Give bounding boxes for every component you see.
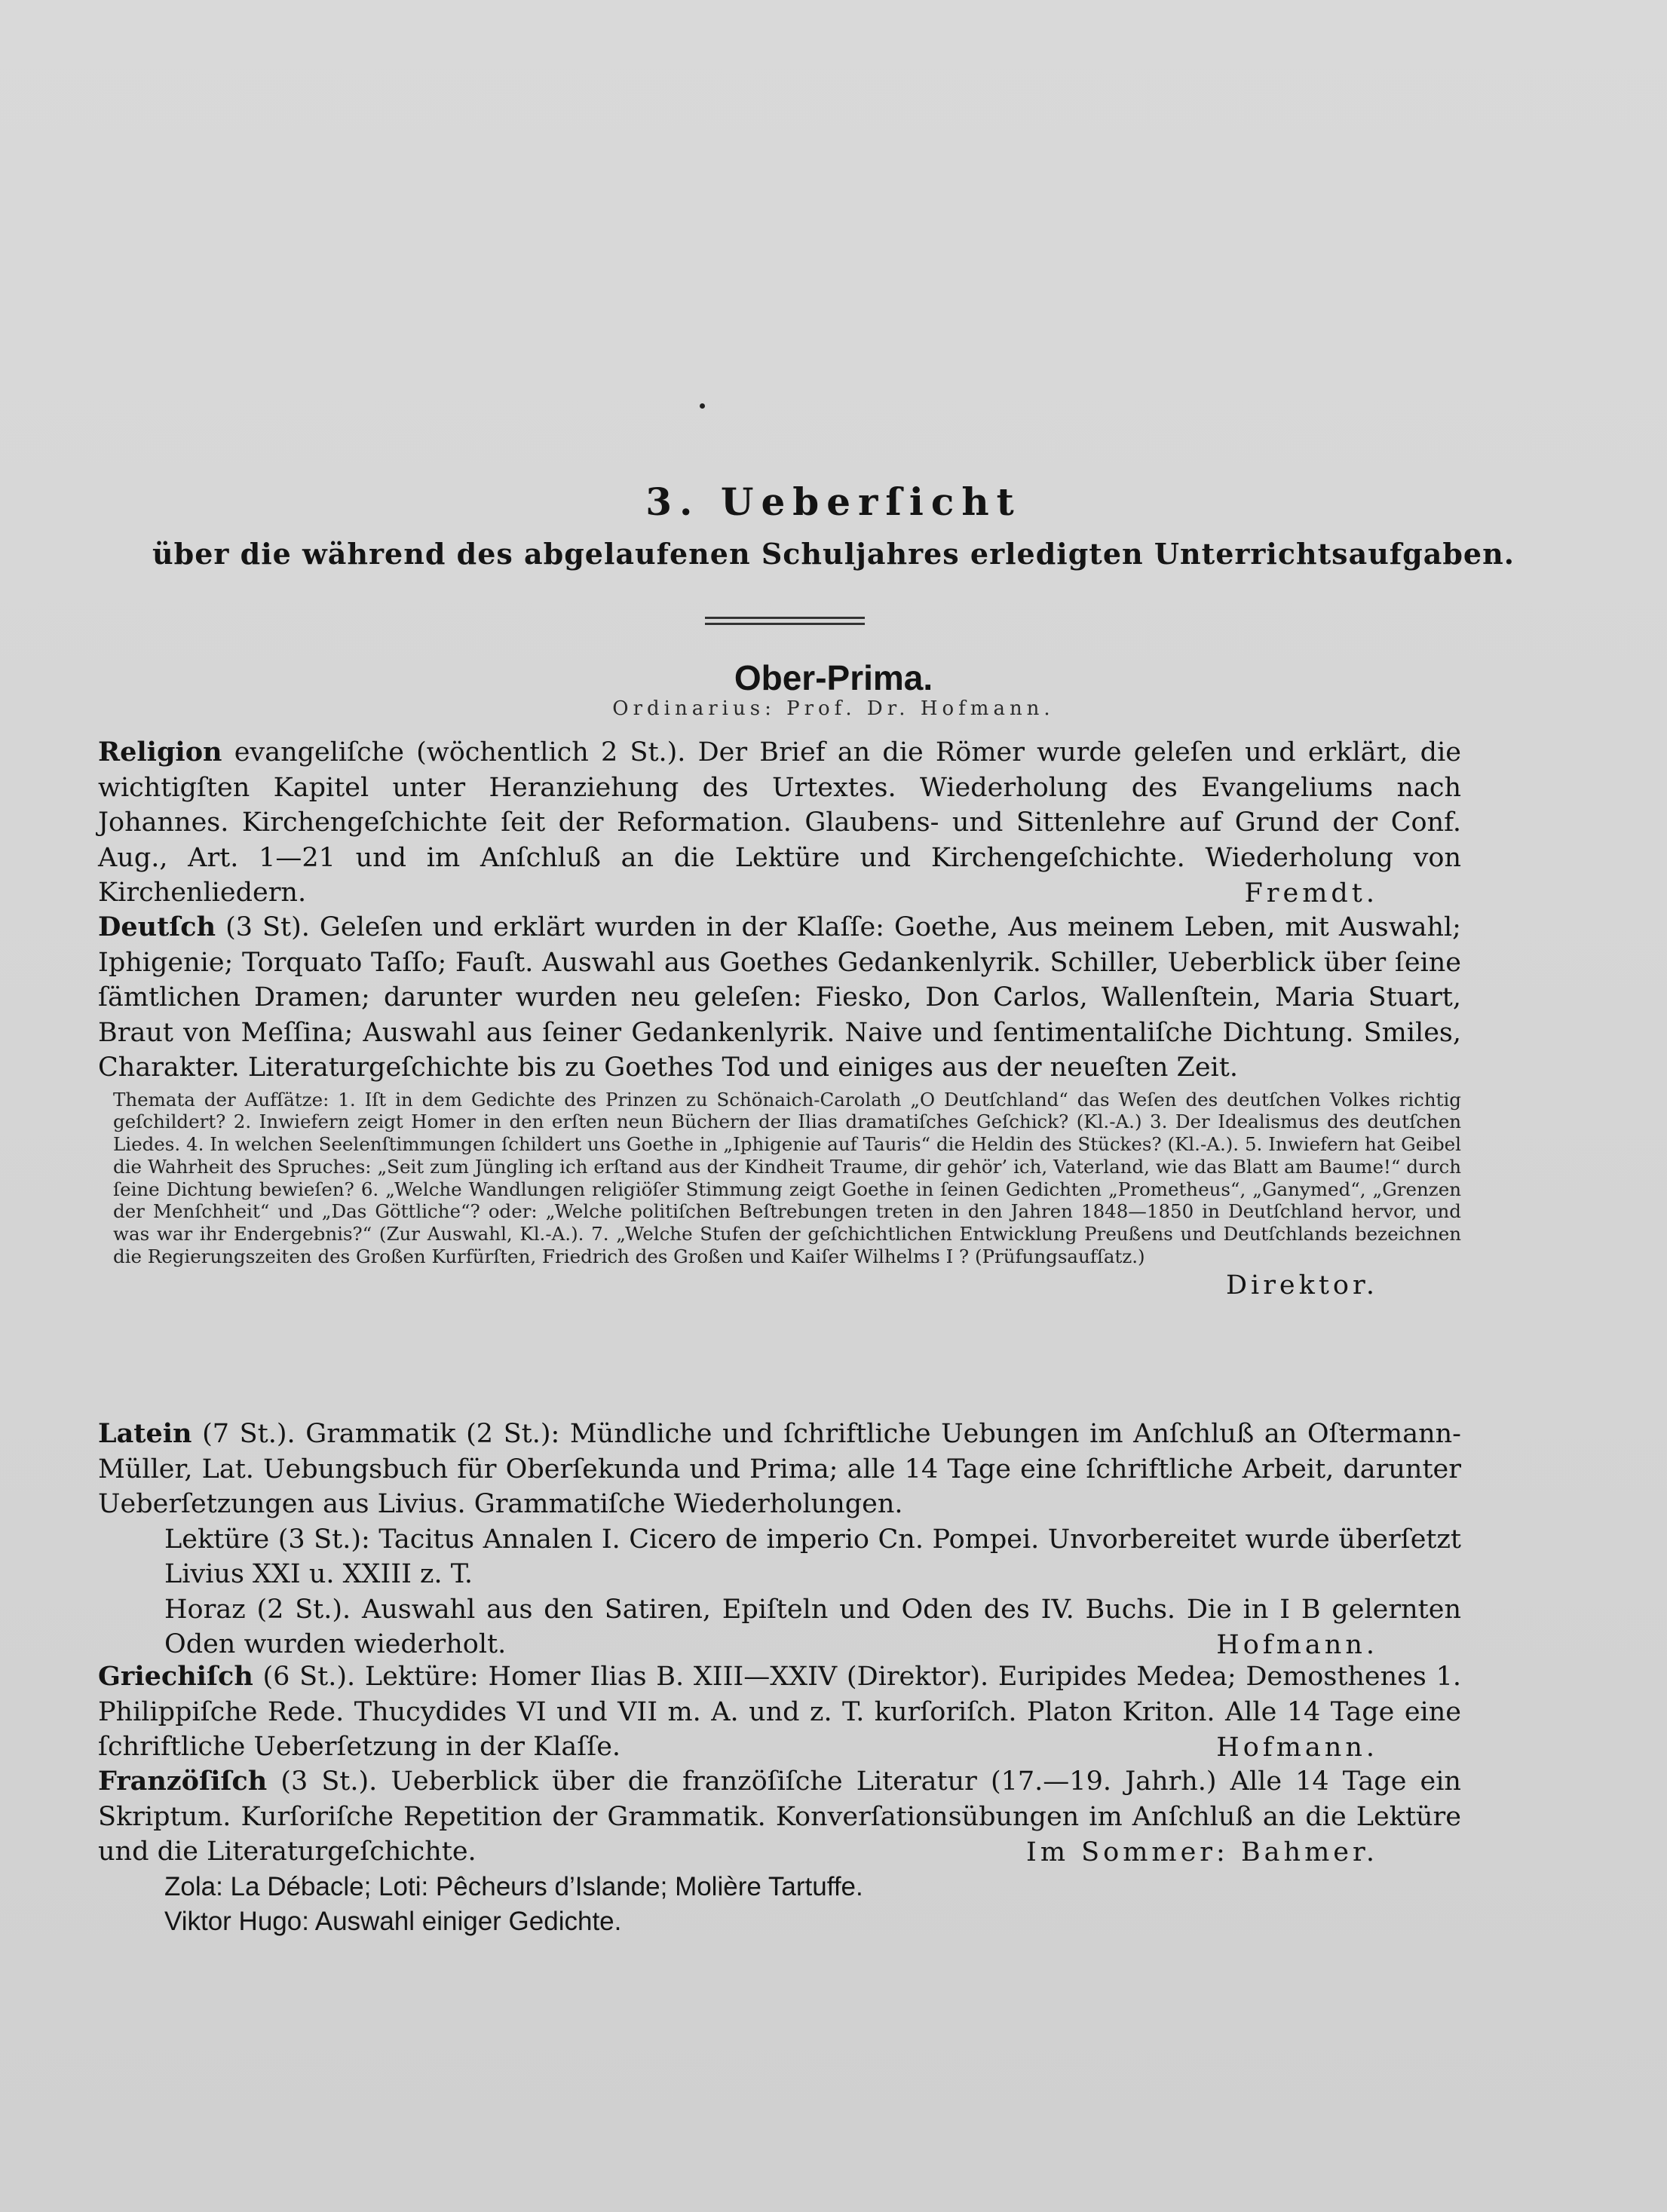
latein-horaz: Horaz (2 St.). Auswahl aus den Satiren, Epiſteln und Oden des IV. Buchs. Die in I B gelernten Oden wurden wiederholt. xyxy=(164,1594,1461,1659)
franzoesisch-lektuere-line-1: Zola: La Débacle; Loti: Pêcheurs d’Islande; Molière Tartuffe. xyxy=(164,1871,863,1901)
franzoesisch-text: (3 St.). Ueberblick über die franzöſiſche Literatur (17.—19. Jahrh.) Alle 14 Tage ein Skriptum. Kurſoriſche Repetition der Grammatik. Konverſationsübungen im Anſchluß an die Lektüre und die Literaturgeſchichte. xyxy=(98,1766,1461,1867)
double-rule-bottom xyxy=(705,623,865,625)
latein-paragraph xyxy=(98,1417,1461,1522)
griechisch-text: (6 St.). Lektüre: Homer Ilias B. XIII—XXIV (Direktor). Euripides Medea; Demosthenes 1. Philippiſche Rede. Thucydides VI und VII m. A. und z. T. kurſoriſch. Platon Kriton. Alle 14 Tage eine ſchriftliche Ueberſetzung in der Klaſſe. xyxy=(98,1662,1461,1762)
page-subheading: über die während des abgelaufenen Schuljahres erledigten Unterrichtsaufgaben. xyxy=(152,537,1515,571)
deutsch-section xyxy=(98,910,1461,1303)
latein-teacher: Hofmann. xyxy=(1216,1629,1378,1660)
religion-text: evangeliſche (wöchentlich 2 St.). Der Brief an die Römer wurde geleſen und erklärt, die wichtigſten Kapitel unter Heranziehung des Urtextes. Wiederholung des Evangeliums nach Johannes. Kirchengeſchichte ſeit der Reformation. Glaubens- und Sittenlehre auf Grund der Conf. Aug., Art. 1—21 und im Anſchluß an die Lektüre und Kirchengeſchichte. Wiederholung von Kirchenliedern. xyxy=(98,737,1461,908)
deutsch-subject: Deutſch xyxy=(98,911,216,942)
ordinarius-line: Ordinarius: Prof. Dr. Hofmann. xyxy=(612,697,1055,720)
latein-lektuere: Lektüre (3 St.): Tacitus Annalen I. Cicero de imperio Cn. Pompei. Unvorbereitet wurde überſetzt Livius XXI u. XXIII z. T. xyxy=(164,1524,1461,1589)
griechisch-section xyxy=(98,1659,1461,1765)
deutsch-text: (3 St). Geleſen und erklärt wurden in der Klaſſe: Goethe, Aus meinem Leben, mit Auswahl; Iphigenie; Torquato Taſſo; Fauſt. Auswahl aus Goethes Gedankenlyrik. Schiller, Ueberblick über ſeine ſämtlichen Dramen; darunter wurden neu geleſen: Fiesko, Don Carlos, Wallenſtein, Maria Stuart, Braut von Meſſina; Auswahl aus ſeiner Gedankenlyrik. Naive und ſentimentaliſche Dichtung. Smiles, Charakter. Literaturgeſchichte bis zu Goethes Tod und einiges aus der neueſten Zeit. xyxy=(98,912,1461,1083)
religion-section xyxy=(98,735,1461,911)
latein-text: (7 St.). Grammatik (2 St.): Mündliche und ſchriftliche Uebungen im Anſchluß an Oſtermann-Müller, Lat. Uebungsbuch für Oberſekunda und Prima; alle 14 Tage eine ſchriftliche Arbeit, darunter Ueberſetzungen aus Livius. Grammatiſche Wiederholungen. xyxy=(98,1419,1461,1519)
latein-section xyxy=(98,1417,1461,1662)
latein-subject: Latein xyxy=(98,1418,192,1449)
franzoesisch-section xyxy=(98,1764,1461,1939)
page-heading: 3. Ueberſicht xyxy=(645,479,1022,524)
class-title: Ober-Prima. xyxy=(734,658,933,697)
deutsch-themata: Themata der Aufſätze: 1. Iſt in dem Gedichte des Prinzen zu Schönaich-Carolath „O Deutſchland“ das Weſen des deutſchen Volkes richtig geſchildert? 2. Inwiefern zeigt Homer in den erſten neun Büchern der Ilias dramatiſches Geſchick? (Kl.-A.) 3. Der Idealismus des deutſchen Liedes. 4. In welchen Seelenſtimmungen ſchildert uns Goethe in „Iphigenie auf Tauris“ die Heldin des Stückes? (Kl.-A.). 5. Inwiefern hat Geibel die Wahrheit des Spruches: „Seit zum Jüngling ich erſtand aus der Kindheit Traume, dir gehör’ ich, Vaterland, wie das Blatt am Baume!“ durch ſeine Dichtung bewieſen? 6. „Welche Wandlungen religiöſer Stimmung zeigt Goethe in ſeinen Gedichten „Prometheus“, „Ganymed“, „Grenzen der Menſchheit“ und „Das Göttliche“? oder: „Welche politiſchen Beſtrebungen treten in den Jahren 1848—1850 in Deutſchland hervor, und was war ihr Endergebnis?“ (Zur Auswahl, Kl.-A.). 7. „Welche Stufen der geſchichtlichen Entwicklung Preußens und Deutſchlands bezeichnen die Regierungszeiten des Großen Kurfürſten, Friedrich des Großen und Kaiſer Wilhelms I ? (Prüfungsaufſatz.) xyxy=(113,1088,1461,1268)
griechisch-teacher: Hofmann. xyxy=(1216,1732,1378,1763)
printed-dot xyxy=(700,403,705,409)
religion-teacher: Fremdt. xyxy=(1244,878,1378,908)
franzoesisch-teacher: Im Sommer: Bahmer. xyxy=(1026,1837,1378,1867)
double-rule-top xyxy=(705,617,865,619)
deutsch-teacher: Direktor. xyxy=(1225,1270,1378,1301)
franzoesisch-lektuere-line-2: Viktor Hugo: Auswahl einiger Gedichte. xyxy=(164,1906,622,1936)
griechisch-subject: Griechiſch xyxy=(98,1661,253,1692)
franzoesisch-subject: Franzöſiſch xyxy=(98,1766,268,1797)
deutsch-paragraph xyxy=(98,910,1461,1086)
religion-subject: Religion xyxy=(98,737,222,767)
